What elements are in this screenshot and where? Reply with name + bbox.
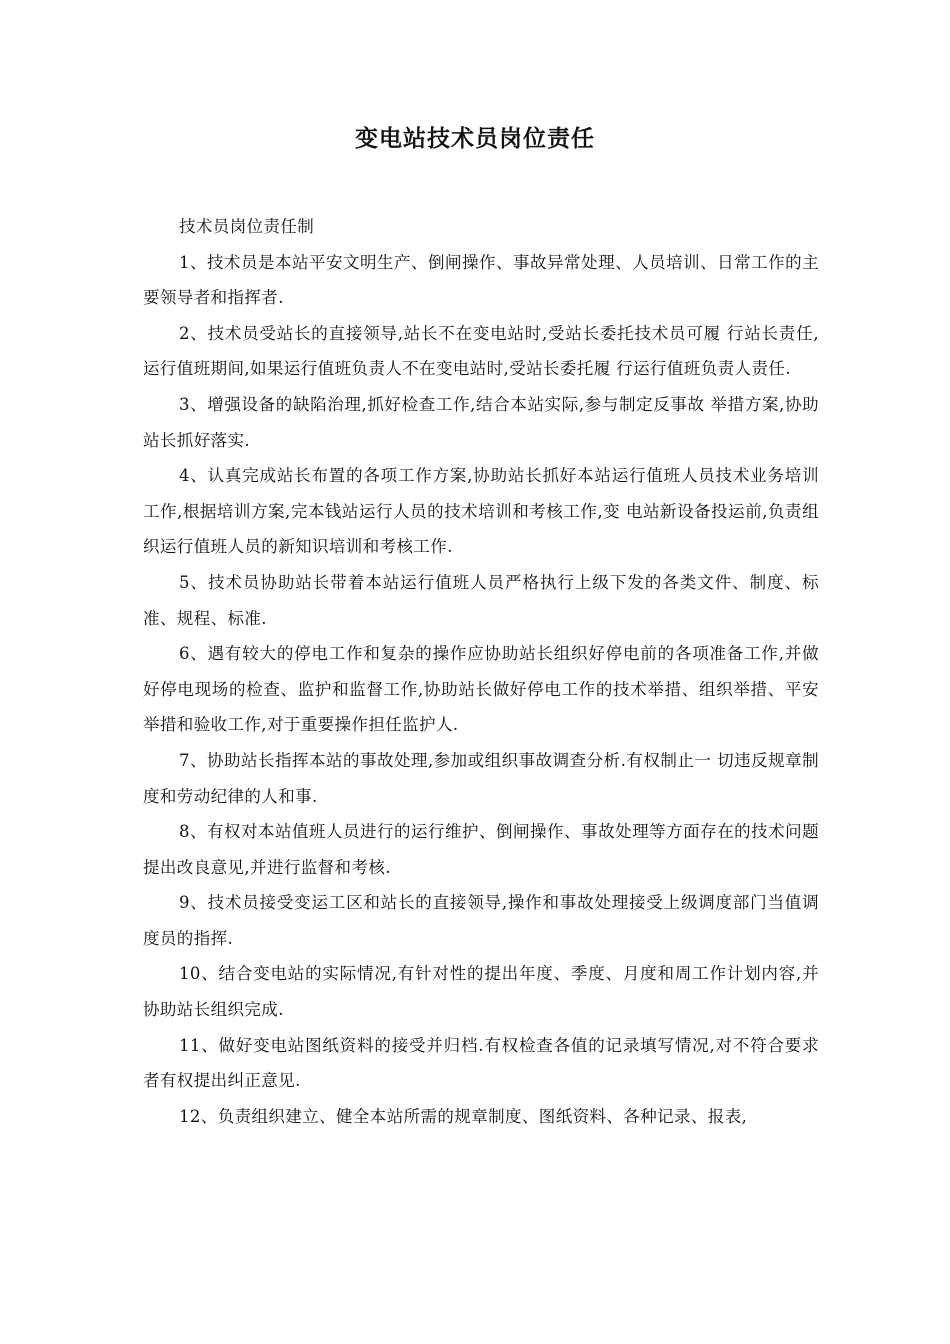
paragraph: 9、技术员接受变运工区和站长的直接领导,操作和事故处理接受上级调度部门当值调度员的指挥. — [143, 893, 819, 948]
document-title: 变电站技术员岗位责任 — [355, 126, 595, 152]
document-body — [143, 209, 819, 1134]
paragraph: 4、认真完成站长布置的各项工作方案,协助站长抓好本站运行值班人员技术业务培训工作,根据培训方案,完本钱站运行人员的技术培训和考核工作,变 电站新设备投运前,负责组织运行值班人员的新知识培训和考核工作. — [143, 466, 819, 557]
paragraph: 3、增强设备的缺陷治理,抓好检查工作,结合本站实际,参与制定反事故 举措方案,协助站长抓好落实. — [143, 394, 819, 450]
paragraph: 5、技术员协助站长带着本站运行值班人员严格执行上级下发的各类文件、制度、标准、规程、标准. — [143, 572, 819, 628]
paragraph: 11、做好变电站图纸资料的接受并归档.有权检查各值的记录填写情况,对不符合要求者有权提出纠正意见. — [143, 1035, 819, 1091]
paragraph: 7、协助站长指挥本站的事故处理,参加或组织事故调查分析.有权制止一 切违反规章制度和劳动纪律的人和事. — [143, 750, 819, 806]
paragraph: 10、结合变电站的实际情况,有针对性的提出年度、季度、月度和周工作计划内容,并协助站长组织完成. — [143, 964, 819, 1020]
section-subtitle: 技术员岗位责任制 — [179, 217, 315, 236]
paragraph: 2、技术员受站长的直接领导,站长不在变电站时,受站长委托技术员可履 行站长责任,运行值班期间,如果运行值班负责人不在变电站时,受站长委托履 行运行值班负责人责任. — [143, 323, 819, 379]
paragraph: 8、有权对本站值班人员进行的运行维护、倒闸操作、事故处理等方面存在的技术问题提出改良意见,并进行监督和考核. — [143, 822, 819, 877]
paragraph: 1、技术员是本站平安文明生产、倒闸操作、事故异常处理、人员培训、日常工作的主要领导者和指挥者. — [143, 252, 819, 308]
paragraph: 6、遇有较大的停电工作和复杂的操作应协助站长组织好停电前的各项准备工作,并做好停电现场的检查、监护和监督工作,协助站长做好停电工作的技术举措、组织举措、平安举措和验收工作,对于重要操作担任监护人. — [143, 644, 819, 735]
paragraph: 12、负责组织建立、健全本站所需的规章制度、图纸资料、各种记录、报表, — [179, 1106, 748, 1126]
